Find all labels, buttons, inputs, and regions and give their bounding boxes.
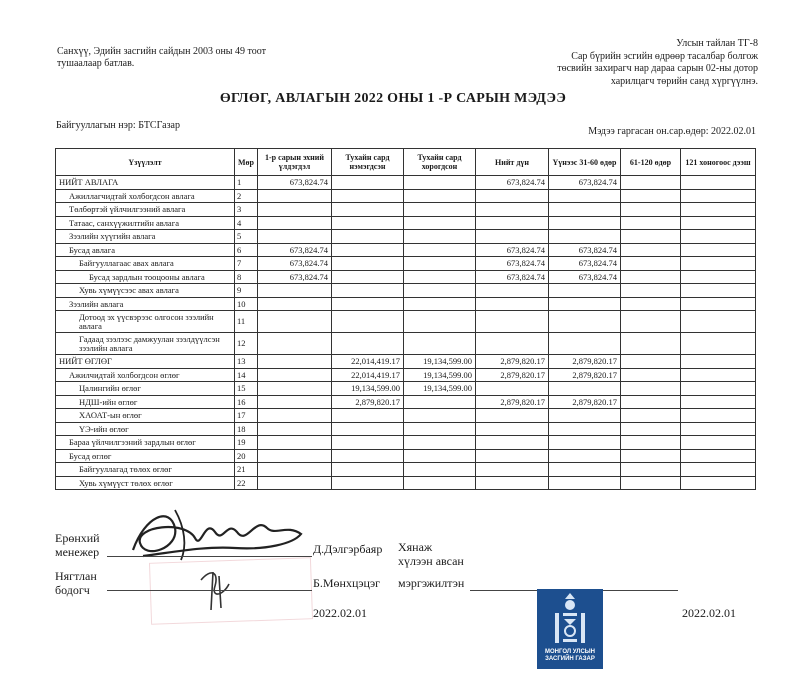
row-value: 673,824.74 xyxy=(258,243,332,257)
row-value: 673,824.74 xyxy=(549,243,621,257)
row-value xyxy=(621,257,681,271)
row-value xyxy=(549,409,621,423)
row-number: 17 xyxy=(235,409,258,423)
row-value xyxy=(258,189,332,203)
row-value: 673,824.74 xyxy=(549,257,621,271)
logo-caption xyxy=(537,649,603,663)
reviewer-label-line3: мэргэжилтэн xyxy=(398,576,465,590)
director-signature-line xyxy=(107,556,312,557)
row-label: НИЙТ ӨГЛӨГ xyxy=(56,355,235,369)
table-row xyxy=(56,449,756,463)
row-value xyxy=(258,368,332,382)
row-value xyxy=(549,311,621,333)
row-value xyxy=(404,257,476,271)
row-number: 15 xyxy=(235,382,258,396)
table-header-row xyxy=(56,149,756,176)
row-value xyxy=(621,176,681,190)
row-label: Байгууллагаас авах авлага xyxy=(56,257,235,271)
row-value xyxy=(332,189,404,203)
row-value xyxy=(621,203,681,217)
row-value xyxy=(476,409,549,423)
row-value xyxy=(258,382,332,396)
row-value: 2,879,820.17 xyxy=(549,355,621,369)
row-value xyxy=(681,189,756,203)
row-value xyxy=(681,476,756,490)
reviewer-label xyxy=(398,540,464,568)
table-row xyxy=(56,463,756,477)
row-value xyxy=(476,216,549,230)
row-value xyxy=(621,395,681,409)
row-label: ХАОАТ-ын өглөг xyxy=(56,409,235,423)
row-value xyxy=(621,189,681,203)
accountant-label-line2: бодогч xyxy=(55,583,90,597)
row-value xyxy=(404,189,476,203)
table-row xyxy=(56,409,756,423)
row-value xyxy=(404,297,476,311)
row-value xyxy=(621,284,681,298)
row-number: 6 xyxy=(235,243,258,257)
row-value xyxy=(549,436,621,450)
row-value xyxy=(476,463,549,477)
row-value xyxy=(621,355,681,369)
column-header: Тухайн сард нэмэгдсэн xyxy=(332,149,404,176)
row-value xyxy=(621,368,681,382)
row-value xyxy=(258,476,332,490)
row-value: 22,014,419.17 xyxy=(332,355,404,369)
row-number: 21 xyxy=(235,463,258,477)
report-instruction-line3: төсвийн захирагч нар дараа сарын 02-ны дотор xyxy=(557,63,758,74)
row-value xyxy=(404,284,476,298)
row-value xyxy=(681,333,756,355)
row-value xyxy=(404,395,476,409)
row-value xyxy=(549,230,621,244)
row-number: 14 xyxy=(235,368,258,382)
row-value xyxy=(549,216,621,230)
logo-caption-line1: МОНГОЛ УЛСЫН xyxy=(545,649,595,655)
approval-note xyxy=(57,46,307,70)
row-value: 2,879,820.17 xyxy=(549,368,621,382)
row-value xyxy=(681,297,756,311)
row-value xyxy=(549,203,621,217)
report-instruction-line4: харилцагч төрийн санд хүргүүлнэ. xyxy=(610,75,758,87)
row-label: Зээлийн авлага xyxy=(56,297,235,311)
row-value xyxy=(621,230,681,244)
row-value xyxy=(258,333,332,355)
row-value xyxy=(476,203,549,217)
director-name: Д.Дэлгэрбаяр xyxy=(313,542,383,556)
row-value xyxy=(404,476,476,490)
row-value xyxy=(404,176,476,190)
row-value xyxy=(549,382,621,396)
accountant-name: Б.Мөнхцэцэг xyxy=(313,576,381,590)
row-value xyxy=(332,409,404,423)
row-value xyxy=(681,409,756,423)
row-value xyxy=(332,297,404,311)
row-value: 2,879,820.17 xyxy=(476,355,549,369)
row-value xyxy=(549,476,621,490)
logo-caption-line2: ЗАСГИЙН ГАЗАР xyxy=(545,656,595,662)
row-label: Зээлийн хүүгийн авлага xyxy=(56,230,235,244)
row-value xyxy=(621,463,681,477)
report-form-code: Улсын тайлан ТГ-8 xyxy=(676,38,758,49)
date-left: 2022.02.01 xyxy=(313,606,367,620)
report-date: Мэдээ гаргасан он.сар.өдөр: 2022.02.01 xyxy=(588,126,756,137)
report-title: ӨГЛӨГ, АВЛАГЫН 2022 ОНЫ 1 -Р САРЫН МЭДЭЭ xyxy=(219,91,567,106)
row-number: 11 xyxy=(235,311,258,333)
row-value xyxy=(404,216,476,230)
row-label: ҮЭ-ийн өглөг xyxy=(56,422,235,436)
table-row xyxy=(56,422,756,436)
row-value xyxy=(476,476,549,490)
row-label: Төлбөртэй үйлчилгээний авлага xyxy=(56,203,235,217)
row-label: НИЙТ АВЛАГА xyxy=(56,176,235,190)
row-value xyxy=(258,449,332,463)
row-number: 19 xyxy=(235,436,258,450)
row-number: 22 xyxy=(235,476,258,490)
row-number: 2 xyxy=(235,189,258,203)
row-value: 22,014,419.17 xyxy=(332,368,404,382)
report-instructions xyxy=(428,38,758,88)
row-value: 673,824.74 xyxy=(258,270,332,284)
date-right: 2022.02.01 xyxy=(682,606,736,620)
row-value: 2,879,820.17 xyxy=(549,395,621,409)
row-value xyxy=(476,436,549,450)
row-value xyxy=(681,355,756,369)
row-value xyxy=(681,368,756,382)
row-value xyxy=(681,311,756,333)
table-row xyxy=(56,395,756,409)
row-value: 673,824.74 xyxy=(476,176,549,190)
row-value xyxy=(621,422,681,436)
report-instruction-line2: Сар бүрийн эсгийн өдрөөр тасалбар болгож xyxy=(571,50,758,62)
director-label xyxy=(55,531,100,559)
row-value xyxy=(621,216,681,230)
row-value xyxy=(332,257,404,271)
row-value xyxy=(621,270,681,284)
soyombo-icon xyxy=(537,593,603,649)
row-value: 673,824.74 xyxy=(476,270,549,284)
column-header: Үзүүлэлт xyxy=(56,149,235,176)
table-row xyxy=(56,216,756,230)
row-value xyxy=(258,203,332,217)
row-value xyxy=(404,333,476,355)
row-value xyxy=(258,436,332,450)
row-value xyxy=(681,176,756,190)
director-label-line2: менежер xyxy=(55,545,100,559)
row-value xyxy=(404,463,476,477)
table-row xyxy=(56,176,756,190)
row-label: Байгууллагад төлөх өглөг xyxy=(56,463,235,477)
report-table xyxy=(55,148,756,490)
row-label: Гадаад зээлээс дамжуулан зээлдүүлсэн зээлийн авлага xyxy=(56,333,235,355)
table-row xyxy=(56,311,756,333)
row-value xyxy=(681,270,756,284)
accountant-label-line1: Нягтлан xyxy=(55,569,97,583)
table-row xyxy=(56,270,756,284)
row-value xyxy=(258,409,332,423)
row-value xyxy=(258,395,332,409)
row-label: НДШ-ийн өглөг xyxy=(56,395,235,409)
row-number: 5 xyxy=(235,230,258,244)
row-value xyxy=(332,203,404,217)
row-number: 16 xyxy=(235,395,258,409)
row-value xyxy=(681,257,756,271)
row-value xyxy=(681,243,756,257)
row-value xyxy=(621,436,681,450)
government-logo xyxy=(537,589,603,669)
row-value xyxy=(621,382,681,396)
column-header: 1-р сарын эхний үлдэгдэл xyxy=(258,149,332,176)
row-value: 673,824.74 xyxy=(476,257,549,271)
row-value: 19,134,599.00 xyxy=(332,382,404,396)
row-number: 12 xyxy=(235,333,258,355)
row-value xyxy=(549,189,621,203)
row-value xyxy=(258,297,332,311)
row-value xyxy=(476,422,549,436)
row-value: 673,824.74 xyxy=(476,243,549,257)
row-value xyxy=(681,449,756,463)
column-header: Үүнээс 31-60 өдөр xyxy=(549,149,621,176)
row-value xyxy=(332,476,404,490)
row-value xyxy=(476,311,549,333)
table-row xyxy=(56,230,756,244)
row-value: 673,824.74 xyxy=(549,176,621,190)
row-number: 7 xyxy=(235,257,258,271)
row-value xyxy=(332,333,404,355)
row-number: 9 xyxy=(235,284,258,298)
row-value xyxy=(549,422,621,436)
row-value xyxy=(549,449,621,463)
row-number: 18 xyxy=(235,422,258,436)
row-value xyxy=(549,297,621,311)
reviewer-label-line1: Хянаж xyxy=(398,540,433,554)
row-value xyxy=(332,436,404,450)
row-value xyxy=(332,463,404,477)
row-value xyxy=(476,284,549,298)
row-value: 2,879,820.17 xyxy=(332,395,404,409)
row-value xyxy=(476,449,549,463)
row-value xyxy=(681,395,756,409)
row-value xyxy=(621,311,681,333)
row-label: Ажиллагчидтай холбогдсон авлага xyxy=(56,189,235,203)
row-value xyxy=(681,203,756,217)
row-value xyxy=(681,436,756,450)
table-row xyxy=(56,436,756,450)
row-value xyxy=(621,409,681,423)
table-row xyxy=(56,355,756,369)
table-row xyxy=(56,333,756,355)
row-number: 1 xyxy=(235,176,258,190)
table-row xyxy=(56,476,756,490)
table-row xyxy=(56,257,756,271)
table-row xyxy=(56,284,756,298)
row-value xyxy=(404,311,476,333)
table-row xyxy=(56,243,756,257)
row-value xyxy=(258,311,332,333)
row-label: Бусад өглөг xyxy=(56,449,235,463)
row-value: 673,824.74 xyxy=(258,257,332,271)
row-label: Хувь хүмүүсээс авах авлага xyxy=(56,284,235,298)
row-value xyxy=(332,270,404,284)
row-value xyxy=(404,409,476,423)
row-value: 2,879,820.17 xyxy=(476,395,549,409)
row-value: 673,824.74 xyxy=(549,270,621,284)
row-value xyxy=(332,176,404,190)
table-row xyxy=(56,382,756,396)
column-header: 61-120 өдөр xyxy=(621,149,681,176)
row-value xyxy=(476,189,549,203)
director-label-line1: Ерөнхий xyxy=(55,531,100,545)
row-label: Дотоод эх үүсвэрээс олгосон зээлийн авлага xyxy=(56,311,235,333)
row-value xyxy=(332,243,404,257)
row-label: Бусад авлага xyxy=(56,243,235,257)
accountant-label xyxy=(55,569,97,597)
row-number: 20 xyxy=(235,449,258,463)
row-value xyxy=(332,311,404,333)
row-value xyxy=(681,230,756,244)
row-number: 13 xyxy=(235,355,258,369)
row-value: 673,824.74 xyxy=(258,176,332,190)
row-value xyxy=(549,333,621,355)
row-value xyxy=(332,422,404,436)
column-header: Мөр xyxy=(235,149,258,176)
column-header: Тухайн сард хорогдсон xyxy=(404,149,476,176)
row-value xyxy=(332,230,404,244)
handwritten-signatures xyxy=(115,498,315,618)
approval-note-line1: Санхүү, Эдийн засгийн сайдын 2003 оны 49 тоот xyxy=(57,46,266,57)
row-value xyxy=(404,243,476,257)
row-value xyxy=(258,355,332,369)
row-label: Хувь хүмүүст төлөх өглөг xyxy=(56,476,235,490)
row-number: 10 xyxy=(235,297,258,311)
row-value xyxy=(681,382,756,396)
row-label: Бараа үйлчилгээний зардлын өглөг xyxy=(56,436,235,450)
row-value xyxy=(621,297,681,311)
row-value xyxy=(476,297,549,311)
table-row xyxy=(56,189,756,203)
row-value xyxy=(404,436,476,450)
table-body xyxy=(56,176,756,490)
row-value xyxy=(681,463,756,477)
row-value xyxy=(681,422,756,436)
row-value xyxy=(621,243,681,257)
row-value xyxy=(332,216,404,230)
table-row xyxy=(56,297,756,311)
row-value xyxy=(258,422,332,436)
row-value xyxy=(258,284,332,298)
row-value xyxy=(258,463,332,477)
row-value xyxy=(621,449,681,463)
reviewer-label-line2: хүлээн авсан xyxy=(398,554,464,568)
row-value xyxy=(476,333,549,355)
column-header: Нийт дүн xyxy=(476,149,549,176)
row-value xyxy=(549,463,621,477)
row-label: Ажилчидтай холбогдсон өглөг xyxy=(56,368,235,382)
row-value xyxy=(681,284,756,298)
accountant-signature-line xyxy=(107,590,312,591)
row-number: 4 xyxy=(235,216,258,230)
column-header: 121 хоногоос дээш xyxy=(681,149,756,176)
row-number: 8 xyxy=(235,270,258,284)
row-value xyxy=(404,449,476,463)
row-value: 19,134,599.00 xyxy=(404,382,476,396)
row-label: Цалингийн өглөг xyxy=(56,382,235,396)
row-label: Татаас, санхүүжилтийн авлага xyxy=(56,216,235,230)
row-value: 2,879,820.17 xyxy=(476,368,549,382)
row-value xyxy=(332,449,404,463)
row-value xyxy=(681,216,756,230)
row-value xyxy=(549,284,621,298)
row-value xyxy=(476,230,549,244)
row-value xyxy=(404,203,476,217)
organization-name: Байгууллагын нэр: БТСГазар xyxy=(56,120,180,131)
row-value xyxy=(258,216,332,230)
row-value: 19,134,599.00 xyxy=(404,368,476,382)
approval-note-line2: тушаалаар батлав. xyxy=(57,58,135,69)
table-row xyxy=(56,368,756,382)
row-value xyxy=(258,230,332,244)
row-value xyxy=(404,270,476,284)
table-row xyxy=(56,203,756,217)
row-value xyxy=(476,382,549,396)
row-value xyxy=(621,476,681,490)
row-value xyxy=(621,333,681,355)
row-number: 3 xyxy=(235,203,258,217)
row-value xyxy=(404,422,476,436)
row-value xyxy=(404,230,476,244)
row-value: 19,134,599.00 xyxy=(404,355,476,369)
row-value xyxy=(332,284,404,298)
row-label: Бусад зардлын тооцооны авлага xyxy=(56,270,235,284)
